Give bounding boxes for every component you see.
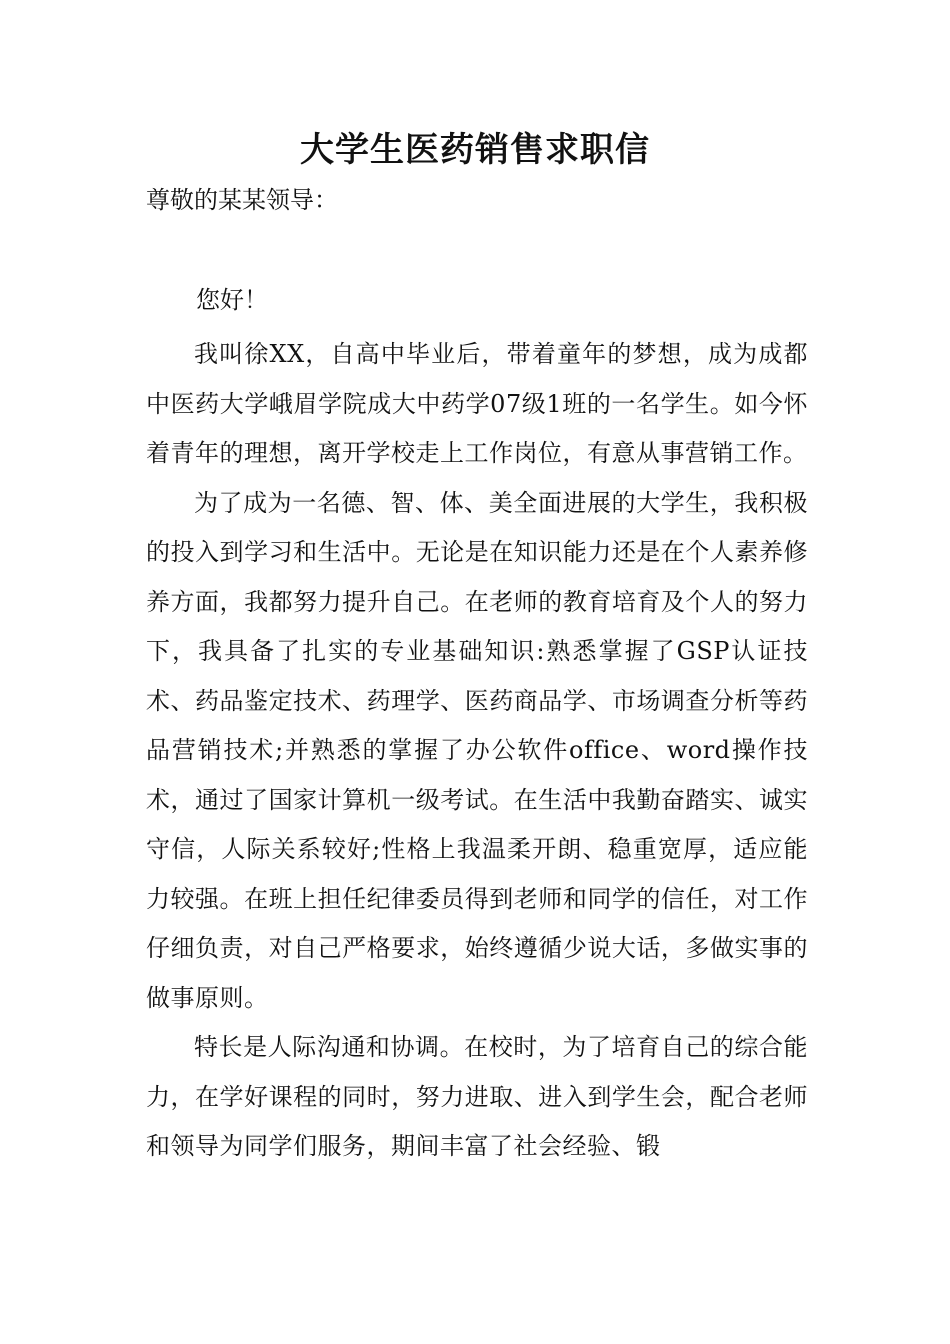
paragraph-specialty: 特长是人际沟通和协调。在校时，为了培育自己的综合能力，在学好课程的同时，努力进取、进入到学生会，配合老师和领导为同学们服务，期间丰富了社会经验、锻 (146, 1033, 808, 1160)
paragraph-introduction: 我叫徐XX，自高中毕业后，带着童年的梦想，成为成都中医药大学峨眉学院成大中药学07级1班的一名学生。如今怀着青年的理想，离开学校走上工作岗位，有意从事营销工作。 (146, 340, 808, 467)
letter-body (146, 330, 808, 1172)
salutation: 尊敬的某某领导： (146, 186, 338, 214)
document-title: 大学生医药销售求职信 (300, 130, 650, 170)
paragraph-education: 为了成为一名德、智、体、美全面进展的大学生，我积极的投入到学习和生活中。无论是在知识能力还是在个人素养修养方面，我都努力提升自己。在老师的教育培育及个人的努力下，我具备了扎实的专业基础知识:熟悉掌握了GSP认证技术、药品鉴定技术、药理学、医药商品学、市场调查分析等药品营销技术;并熟悉的掌握了办公软件office、word操作技术，通过了国家计算机一级考试。在生活中我勤奋踏实、诚实守信，人际关系较好;性格上我温柔开朗、稳重宽厚，适应能力较强。在班上担任纪律委员得到老师和同学的信任，对工作仔细负责，对自己严格要求，始终遵循少说大话，多做实事的做事原则。 (146, 488, 808, 1012)
greeting: 您好！ (196, 286, 268, 314)
